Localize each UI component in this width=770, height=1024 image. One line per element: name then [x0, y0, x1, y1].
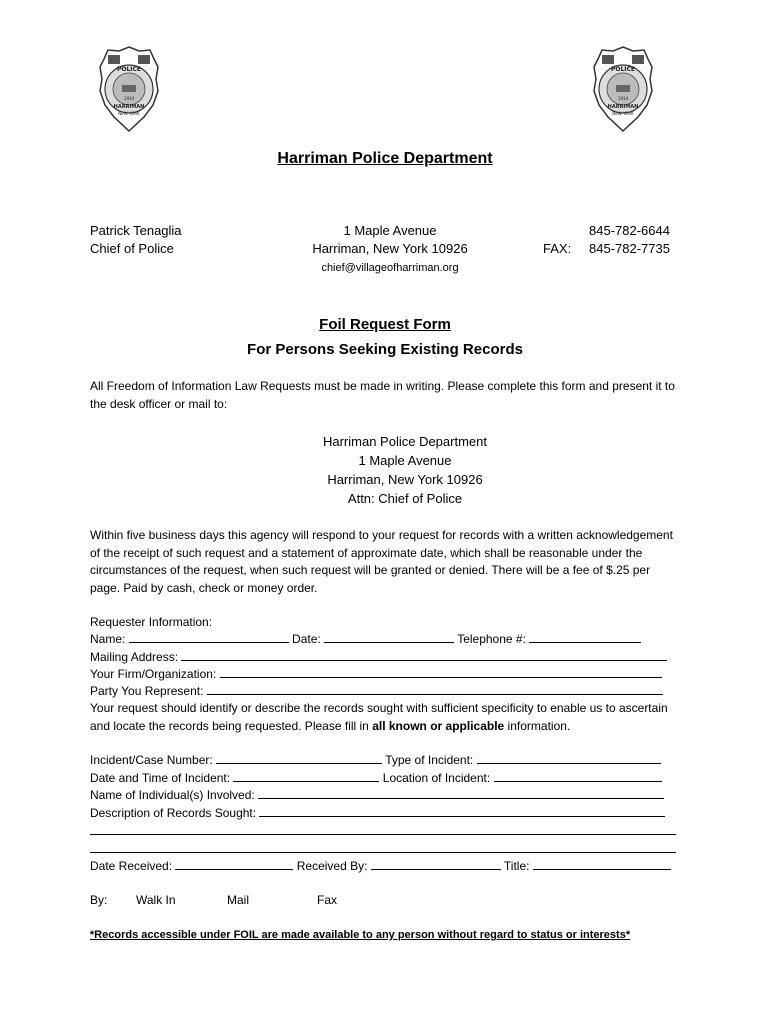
seal-state-text: NEW YORK: [118, 111, 140, 116]
department-title: Harriman Police Department: [277, 150, 493, 167]
individuals-involved-field[interactable]: [258, 787, 664, 799]
incident-location-field[interactable]: [494, 770, 662, 782]
mail-to-line-3: Harriman, New York 10926: [327, 472, 483, 487]
walk-in-option[interactable]: Walk In: [136, 893, 176, 907]
chief-name: Patrick Tenaglia: [90, 223, 182, 238]
seal-police-text: POLICE: [116, 66, 142, 73]
fax-option[interactable]: Fax: [317, 893, 338, 907]
specificity-paragraph: [90, 700, 680, 735]
seal-year-text-right: 1914: [617, 96, 629, 101]
case-number-label: Incident/Case Number:: [90, 753, 213, 767]
seal-harriman-text: HARRIMAN: [113, 104, 145, 110]
requester-name-row: [90, 631, 678, 649]
firm-organization-label: Your Firm/Organization:: [90, 667, 217, 681]
mailing-address-field[interactable]: [181, 649, 667, 661]
police-badge-logo-right: [592, 45, 654, 133]
title-field[interactable]: [533, 858, 671, 870]
incident-datetime-row: [90, 770, 678, 788]
type-of-incident-field[interactable]: [477, 752, 661, 764]
incident-datetime-label: Date and Time of Incident:: [90, 771, 231, 785]
records-description-line-3[interactable]: [90, 852, 676, 853]
specificity-text-bold: all known or applicable: [372, 718, 505, 733]
records-description-label: Description of Records Sought:: [90, 806, 257, 820]
party-represent-row: [90, 683, 678, 701]
seal-state-text-right: NEW YORK: [612, 111, 634, 116]
police-badge-logo-left: [98, 45, 160, 133]
seal-year-text: 1914: [123, 96, 135, 101]
party-represent-field[interactable]: [207, 683, 663, 695]
date-label: Date:: [292, 632, 321, 646]
requester-heading: Requester Information:: [90, 615, 213, 629]
date-received-field[interactable]: [175, 858, 293, 870]
individuals-involved-label: Name of Individual(s) Involved:: [90, 788, 255, 802]
by-label: By:: [90, 893, 108, 907]
date-received-label: Date Received:: [90, 859, 173, 873]
seal-harriman-text-right: HARRIMAN: [607, 104, 639, 110]
seal-police-text-right: POLICE: [610, 66, 636, 73]
name-label: Name:: [90, 632, 126, 646]
telephone-field[interactable]: [529, 631, 641, 643]
specificity-text-before: Your request should identify or describe the records sought with sufficient specificity to enable us to ascertain and locate the records being requested. Please fill in: [90, 701, 668, 733]
mail-option[interactable]: Mail: [227, 893, 250, 907]
form-subtitle: For Persons Seeking Existing Records: [247, 341, 523, 358]
received-by-field[interactable]: [371, 858, 501, 870]
firm-organization-row: [90, 666, 678, 684]
type-of-incident-label: Type of Incident:: [385, 753, 474, 767]
records-description-field[interactable]: [259, 805, 665, 817]
mailing-address-label: Mailing Address:: [90, 650, 179, 664]
received-by-label: Received By:: [296, 859, 368, 873]
address-line-2: Harriman, New York 10926: [312, 241, 468, 256]
case-number-field[interactable]: [216, 752, 382, 764]
email-address: chief@villageofharriman.org: [321, 262, 459, 274]
office-use-row: [90, 858, 678, 876]
address-line-1: 1 Maple Avenue: [343, 223, 437, 238]
records-description-row: [90, 805, 678, 823]
fax-label: FAX:: [543, 241, 572, 256]
individuals-involved-row: [90, 787, 678, 805]
title-label: Title:: [503, 859, 530, 873]
name-field[interactable]: [129, 631, 289, 643]
incident-location-label: Location of Incident:: [382, 771, 491, 785]
response-notice-paragraph: Within five business days this agency will respond to your request for records with a written acknowledgement of the receipt of such request and a statement of approximate date, which shall be reasonable under the circumstances of the request, when such request will be granted or denied. There will be a fee of $.25 per page. Paid by cash, check or money order.: [90, 528, 673, 595]
intro-paragraph: All Freedom of Information Law Requests must be made in writing. Please complete this form and present it to the desk officer or mail to:: [90, 379, 675, 411]
party-represent-label: Party You Represent:: [90, 684, 204, 698]
chief-title: Chief of Police: [90, 241, 174, 256]
records-description-line-2[interactable]: [90, 834, 676, 835]
mailing-address-row: [90, 649, 678, 667]
mail-to-line-1: Harriman Police Department: [322, 434, 487, 449]
telephone-label: Telephone #:: [457, 632, 526, 646]
mail-to-line-4: Attn: Chief of Police: [347, 491, 463, 506]
form-title: Foil Request Form: [319, 316, 451, 333]
specificity-text-after: information.: [504, 718, 571, 733]
incident-datetime-field[interactable]: [233, 770, 379, 782]
footer-note: *Records accessible under FOIL are made available to any person without regard to status or interests*: [89, 929, 631, 941]
firm-organization-field[interactable]: [220, 666, 662, 678]
phone-number: 845-782-6644: [589, 223, 670, 238]
mail-to-line-2: 1 Maple Avenue: [358, 453, 452, 468]
date-field[interactable]: [324, 631, 454, 643]
fax-number: 845-782-7735: [589, 241, 670, 256]
incident-case-row: [90, 752, 678, 770]
